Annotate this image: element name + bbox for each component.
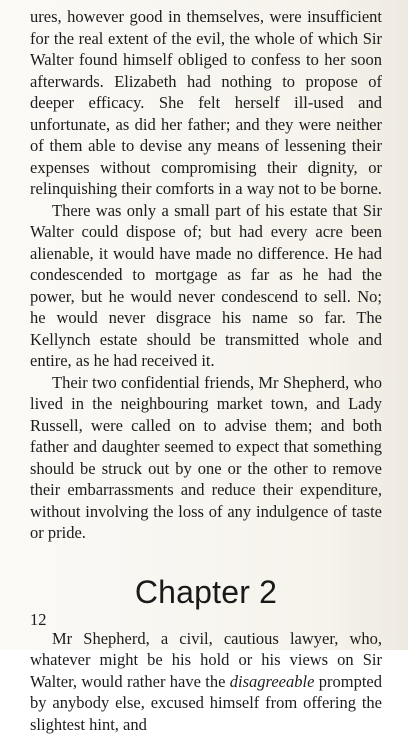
- paragraph-1: ures, however good in themselves, were insufficient for the real extent of the evil, the whole of which Sir Walter found himself obliged to confess to her soon afterwards. Elizabeth had nothing to propose of deeper efficacy. She felt herself ill-used and unfortunate, as did her father; and they were neither of them able to devise any means of lessening their expenses without compromising their dignity, or relinquishing their comforts in a way not to be borne.: [30, 6, 382, 200]
- paragraph-2: There was only a small part of his estate that Sir Walter could dispose of; but had every acre been alienable, it would have made no difference. He had condescended to mortgage as far as he had the power, but he would never condescend to sell. No; he would never disgrace his name so far. The Kellynch estate should be transmitted whole and entire, as he had received it.: [30, 200, 382, 372]
- body-text: [30, 6, 382, 735]
- chapter-paragraph-text-end: prompted by anybody else, excused himself from offering the slightest hint, and: [30, 672, 382, 734]
- chapter-heading: Chapter 2: [30, 574, 382, 610]
- emphasis-word: disagreeable: [230, 672, 315, 691]
- chapter-paragraph-text-start: Mr Shepherd, a civil, cautious lawyer, who, whatever might be his hold or his views on Sir Walter, would rather have the: [30, 629, 382, 691]
- page-number: 12: [30, 610, 47, 630]
- chapter-paragraph-1: [30, 628, 382, 735]
- paragraph-3: Their two confidential friends, Mr Shepherd, who lived in the neighbouring market town, and Lady Russell, were called on to advise them; and both father and daughter seemed to expect that something should be struck out by one or the other to remove their embarrassments and reduce their expenditure, without involving the loss of any indulgence of taste or pride.: [30, 372, 382, 544]
